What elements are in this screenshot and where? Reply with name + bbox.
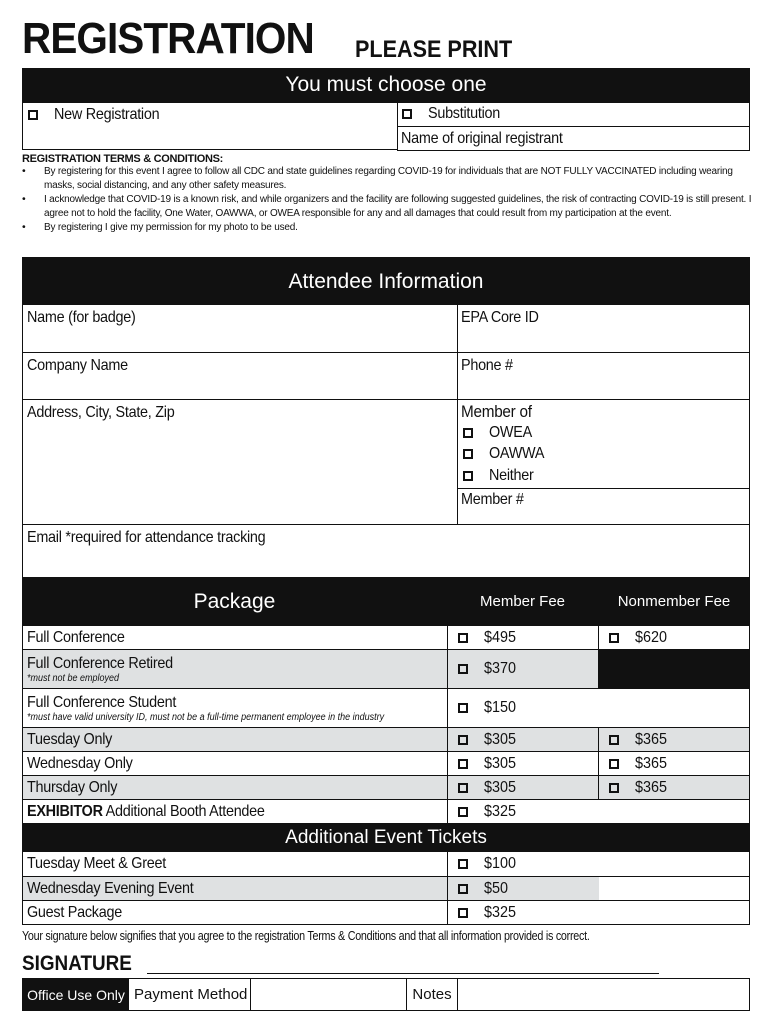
checkbox-icon[interactable] <box>458 664 468 674</box>
ticket-label: Wednesday Evening Event <box>27 879 194 897</box>
epa-label: EPA Core ID <box>461 309 539 326</box>
package-row <box>22 800 750 824</box>
member-fee: $150 <box>484 699 517 716</box>
tickets-bar: Additional Event Tickets <box>22 824 750 852</box>
oawwa-option[interactable] <box>463 445 550 463</box>
member-fee-option[interactable] <box>448 626 599 649</box>
nonmember-fee-empty <box>599 689 749 727</box>
checkbox-icon[interactable] <box>458 859 468 869</box>
notes-field[interactable] <box>458 979 749 1010</box>
checkbox-icon[interactable] <box>463 449 473 459</box>
nonmember-fee-option[interactable] <box>599 752 749 775</box>
ticket-label: Guest Package <box>27 903 122 921</box>
nonmember-fee-option[interactable] <box>599 728 749 751</box>
office-use-row <box>22 978 750 1011</box>
ticket-price: $50 <box>484 879 509 897</box>
checkbox-icon[interactable] <box>458 759 468 769</box>
payment-method-field[interactable] <box>251 979 407 1010</box>
terms-bullet: • By registering I give my permission for my photo to be used. <box>22 221 752 235</box>
checkbox-icon[interactable] <box>28 110 38 120</box>
member-fee: $305 <box>484 730 517 748</box>
checkbox-icon[interactable] <box>463 428 473 438</box>
package-row <box>22 728 750 752</box>
terms-bullet: • I acknowledge that COVID-19 is a known risk, and while organizers and the facility are following suggested guidelines, the risk of contracting COVID-19 is still present. I agree not to hold the facility, One Water, OAWWA, or OWEA responsible for any and all damages that could result from my participation at the event. <box>22 193 752 219</box>
ticket-row <box>22 901 750 925</box>
nonmember-fee-option[interactable] <box>599 776 749 799</box>
signature-label: SIGNATURE <box>22 952 132 975</box>
company-label: Company Name <box>27 357 128 374</box>
package-label: Full Conference Retired <box>27 654 173 672</box>
package-row <box>22 650 750 689</box>
package-label: Additional Booth Attendee <box>105 802 265 820</box>
checkbox-icon[interactable] <box>458 884 468 894</box>
address-label: Address, City, State, Zip <box>27 404 175 421</box>
checkbox-icon[interactable] <box>402 109 412 119</box>
checkbox-icon[interactable] <box>458 735 468 745</box>
nonmember-fee: $365 <box>635 778 668 796</box>
member-fee-option[interactable] <box>448 650 599 688</box>
attendee-bar: Attendee Information <box>22 257 750 305</box>
original-registrant-label: Name of original registrant <box>401 130 563 147</box>
terms-heading: REGISTRATION TERMS & CONDITIONS: <box>22 153 224 165</box>
neither-option[interactable] <box>463 467 538 485</box>
owea-option[interactable] <box>463 424 537 442</box>
substitution-label: Substitution <box>428 105 501 122</box>
checkbox-icon[interactable] <box>458 807 468 817</box>
neither-label: Neither <box>489 467 534 484</box>
checkbox-icon[interactable] <box>458 633 468 643</box>
ticket-row <box>22 852 750 877</box>
substitution-option[interactable] <box>402 105 508 123</box>
terms-bullet-text: By registering I give my permission for my photo to be used. <box>44 222 298 233</box>
terms-bullet: • By registering for this event I agree to follow all CDC and state guidelines regarding COVID-19 for individuals that are NOT FULLY VACCINATED including wearing masks, social distancing, and any other safety measures. <box>22 165 752 193</box>
new-registration-label: New Registration <box>54 106 160 123</box>
package-row <box>22 752 750 776</box>
notes-label: Notes <box>407 979 458 1010</box>
checkbox-icon[interactable] <box>609 633 619 643</box>
member-fee-option[interactable] <box>448 776 599 799</box>
email-label: Email *required for attendance tracking <box>27 529 266 546</box>
member-fee: $495 <box>484 628 517 646</box>
signature-statement: Your signature below signifies that you agree to the registration Terms & Conditions and that all information provided is correct. <box>22 929 590 943</box>
nonmember-fee-blocked <box>599 650 749 688</box>
checkbox-icon[interactable] <box>463 471 473 481</box>
member-of-label: Member of <box>461 402 532 421</box>
package-row <box>22 626 750 650</box>
checkbox-icon[interactable] <box>458 703 468 713</box>
payment-method-label: Payment Method <box>129 979 251 1010</box>
ticket-price: $325 <box>484 903 517 921</box>
package-row <box>22 689 750 728</box>
ticket-option[interactable] <box>448 877 599 900</box>
package-label: Tuesday Only <box>27 730 113 748</box>
package-title: Package <box>193 590 276 613</box>
ticket-option[interactable] <box>448 852 599 876</box>
member-fee-option[interactable] <box>448 728 599 751</box>
member-fee: $305 <box>484 754 517 772</box>
checkbox-icon[interactable] <box>458 908 468 918</box>
choose-bar: You must choose one <box>22 68 750 102</box>
member-fee: $325 <box>484 802 517 820</box>
checkbox-icon[interactable] <box>458 783 468 793</box>
package-label: Wednesday Only <box>27 754 133 772</box>
package-row <box>22 776 750 800</box>
owea-label: OWEA <box>489 424 532 441</box>
ticket-label: Tuesday Meet & Greet <box>27 855 166 872</box>
ticket-row <box>22 877 750 901</box>
phone-label: Phone # <box>461 357 513 374</box>
ticket-option[interactable] <box>448 901 599 924</box>
member-fee: $370 <box>484 660 517 677</box>
signature-line[interactable] <box>147 973 659 974</box>
package-note: *must have valid university ID, must not be a full-time permanent employee in the industry <box>27 711 385 723</box>
member-fee: $305 <box>484 778 517 796</box>
package-label: Full Conference <box>27 628 125 646</box>
package-label: Thursday Only <box>27 778 118 796</box>
exhibitor-label: EXHIBITOR <box>27 802 103 820</box>
office-use-label: Office Use Only <box>23 979 129 1010</box>
member-number-label: Member # <box>461 491 524 508</box>
nonmember-fee: $365 <box>635 754 668 772</box>
oawwa-label: OAWWA <box>489 445 545 462</box>
nonmember-fee-header: Nonmember Fee <box>617 593 731 610</box>
new-registration-option[interactable] <box>28 106 171 124</box>
terms-bullet-text: I acknowledge that COVID-19 is a known risk, and while organizers and the facility are following suggested guidelines, the risk of contracting COVID-19 is still present. I agree not to hold the facility, One Water, OAWWA, or OWEA responsible for any and all damages that could result from my participation at the event. <box>44 194 752 219</box>
member-fee-option[interactable] <box>448 800 599 823</box>
name-label: Name (for badge) <box>27 309 136 326</box>
checkbox-icon[interactable] <box>609 783 619 793</box>
package-label: Full Conference Student <box>27 693 177 711</box>
ticket-price: $100 <box>484 855 517 872</box>
terms-bullet-text: By registering for this event I agree to follow all CDC and state guidelines regarding COVID-19 for individuals that are NOT FULLY VACCINATED including wearing masks, social distancing, and any other safety measures. <box>44 166 733 191</box>
checkbox-icon[interactable] <box>609 759 619 769</box>
member-fee-option[interactable] <box>448 752 599 775</box>
member-fee-header: Member Fee <box>479 593 566 610</box>
nonmember-fee: $365 <box>635 730 668 748</box>
package-header <box>22 577 750 626</box>
terms-section <box>22 153 752 235</box>
page-subtitle: PLEASE PRINT <box>355 36 513 63</box>
package-note: *must not be employed <box>27 672 120 684</box>
nonmember-fee-option[interactable] <box>599 626 749 649</box>
nonmember-fee: $620 <box>635 628 668 646</box>
checkbox-icon[interactable] <box>609 735 619 745</box>
nonmember-fee-empty <box>599 800 749 823</box>
page-title: REGISTRATION <box>22 14 314 63</box>
member-fee-option[interactable] <box>448 689 599 727</box>
